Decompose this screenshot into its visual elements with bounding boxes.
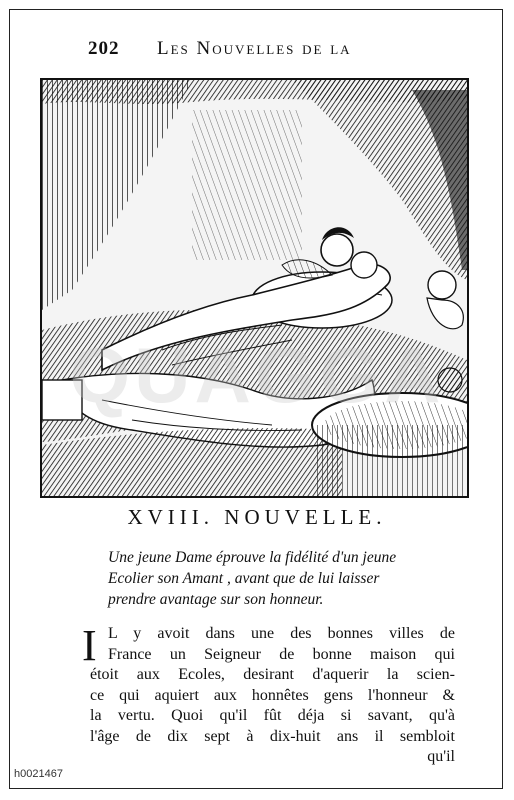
image-id-label: h0021467 — [11, 768, 66, 780]
engraving-artwork — [42, 80, 467, 496]
body-line: étoit aux Ecoles, desirant d'aquerir la scien- — [90, 666, 455, 683]
chapter-heading: XVIII. NOUVELLE. — [127, 505, 387, 529]
drop-cap: I — [82, 621, 97, 670]
body-line: ce qui aquiert aux honnêtes gens l'honneur & — [90, 686, 455, 704]
engraving-illustration — [40, 78, 469, 498]
chapter-summary — [108, 547, 438, 610]
body-paragraph — [82, 621, 455, 768]
watermark: QUAGGA — [69, 331, 445, 419]
body-line: L y avoit dans une des bonnes villes de — [108, 625, 455, 642]
catchword: qu'il — [427, 748, 455, 765]
running-head-title: Les Nouvelles de la — [157, 38, 352, 59]
body-line: la vertu. Quoi qu'il fût déja si savant, qu'à — [90, 707, 455, 724]
running-head — [0, 38, 514, 64]
page-number: 202 — [88, 38, 120, 59]
summary-line: prendre avantage sur son honneur. — [108, 591, 324, 608]
summary-line: Ecolier son Amant , avant que de lui laisser — [108, 570, 380, 587]
body-line: France un Seigneur de bonne maison qui — [108, 645, 455, 663]
body-line: l'âge de dix sept à dix-huit ans il sembloit — [90, 727, 455, 745]
summary-line: Une jeune Dame éprouve la fidélité d'un jeune — [108, 549, 397, 566]
